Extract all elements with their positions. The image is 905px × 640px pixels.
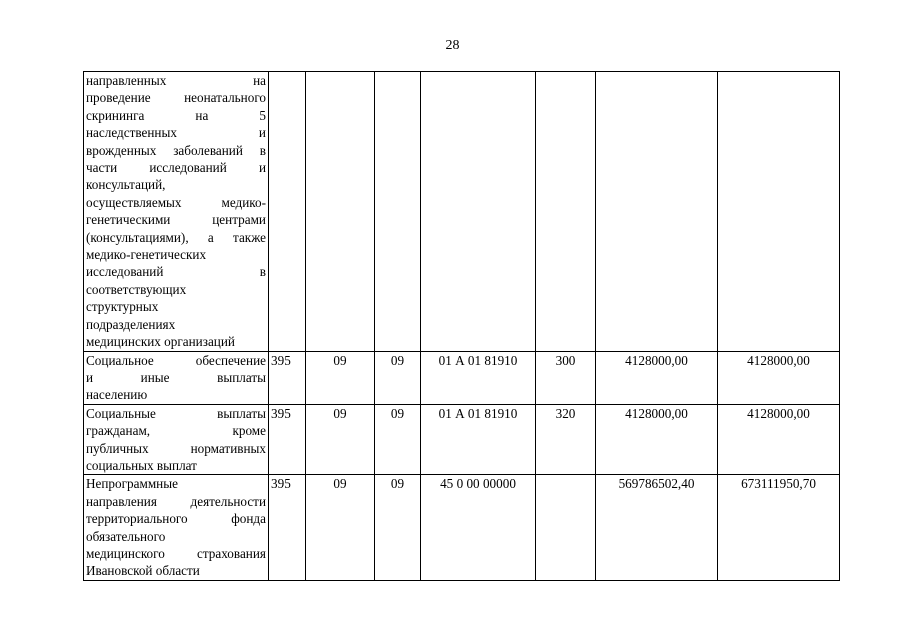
subsection-cell: 09 (375, 351, 421, 404)
budget-table (83, 71, 840, 581)
row-name-line: соответствующих (86, 281, 187, 297)
subsection-cell: 09 (375, 475, 421, 580)
target-article-cell: 01 А 01 81910 (421, 351, 536, 404)
grbs-cell: 395 (269, 475, 306, 580)
row-name-line: медицинского страхования (86, 545, 266, 561)
row-name-line: гражданам, кроме (86, 423, 266, 439)
row-name-line: консультаций, (86, 177, 166, 193)
row-name-line: генетическими центрами (86, 212, 266, 228)
row-name-line: направленных на (86, 73, 266, 88)
row-name-line: публичных нормативных (86, 440, 266, 456)
row-name-line: обязательного (86, 528, 166, 544)
target-article-cell: 01 А 01 81910 (421, 404, 536, 475)
subsection-cell: 09 (375, 404, 421, 475)
row-name-line: Ивановской области (86, 563, 200, 579)
row-name-line: Социальные выплаты (86, 405, 266, 421)
expense-type-cell: 320 (536, 404, 596, 475)
amount-year1-cell: 569786502,40 (596, 475, 718, 580)
row-name-line: Непрограммные (86, 476, 178, 492)
row-name-line: проведение неонатального (86, 90, 266, 106)
amount-year2-cell: 673111950,70 (718, 475, 840, 580)
amount-year1-cell: 4128000,00 (596, 404, 718, 475)
amount-year1-cell: 4128000,00 (596, 351, 718, 404)
section-cell: 09 (306, 404, 375, 475)
row-name-line: наследственных и (86, 125, 266, 141)
expense-type-cell (536, 475, 596, 580)
row-name-line: скрининга на 5 (86, 107, 266, 123)
row-name-line: направления деятельности (86, 493, 266, 509)
row-name-line: (консультациями), а также (86, 229, 266, 245)
row-name-cell (84, 404, 269, 475)
target-article-cell (421, 72, 536, 352)
table-row (84, 475, 840, 580)
amount-year2-cell: 4128000,00 (718, 351, 840, 404)
row-name-line: социальных выплат (86, 457, 197, 473)
grbs-cell: 395 (269, 351, 306, 404)
subsection-cell (375, 72, 421, 352)
row-name-cell (84, 475, 269, 580)
table-row (84, 72, 840, 352)
amount-year2-cell: 4128000,00 (718, 404, 840, 475)
section-cell: 09 (306, 351, 375, 404)
table-body (84, 72, 840, 581)
grbs-cell: 395 (269, 404, 306, 475)
amount-year2-cell (718, 72, 840, 352)
page-number: 28 (445, 38, 460, 53)
row-name-cell (84, 72, 269, 352)
row-name-line: врожденных заболеваний в (86, 142, 266, 158)
section-cell: 09 (306, 475, 375, 580)
row-name-line: медицинских организаций (86, 334, 235, 350)
target-article-cell: 45 0 00 00000 (421, 475, 536, 580)
row-name-line: части исследований и (86, 160, 266, 176)
row-name-line: и иные выплаты (86, 369, 266, 385)
row-name-line: территориального фонда (86, 511, 266, 527)
row-name-line: Социальное обеспечение (86, 352, 266, 368)
table-row (84, 351, 840, 404)
grbs-cell (269, 72, 306, 352)
row-name-line: населению (86, 387, 148, 403)
row-name-cell (84, 351, 269, 404)
row-name-line: медико-генетических (86, 247, 207, 263)
section-cell (306, 72, 375, 352)
expense-type-cell (536, 72, 596, 352)
row-name-line: осуществляемых медико- (86, 194, 266, 210)
expense-type-cell: 300 (536, 351, 596, 404)
row-name-line: подразделениях (86, 316, 176, 332)
row-name-line: структурных (86, 299, 159, 315)
row-name-line: исследований в (86, 264, 266, 280)
amount-year1-cell (596, 72, 718, 352)
table-row (84, 404, 840, 475)
